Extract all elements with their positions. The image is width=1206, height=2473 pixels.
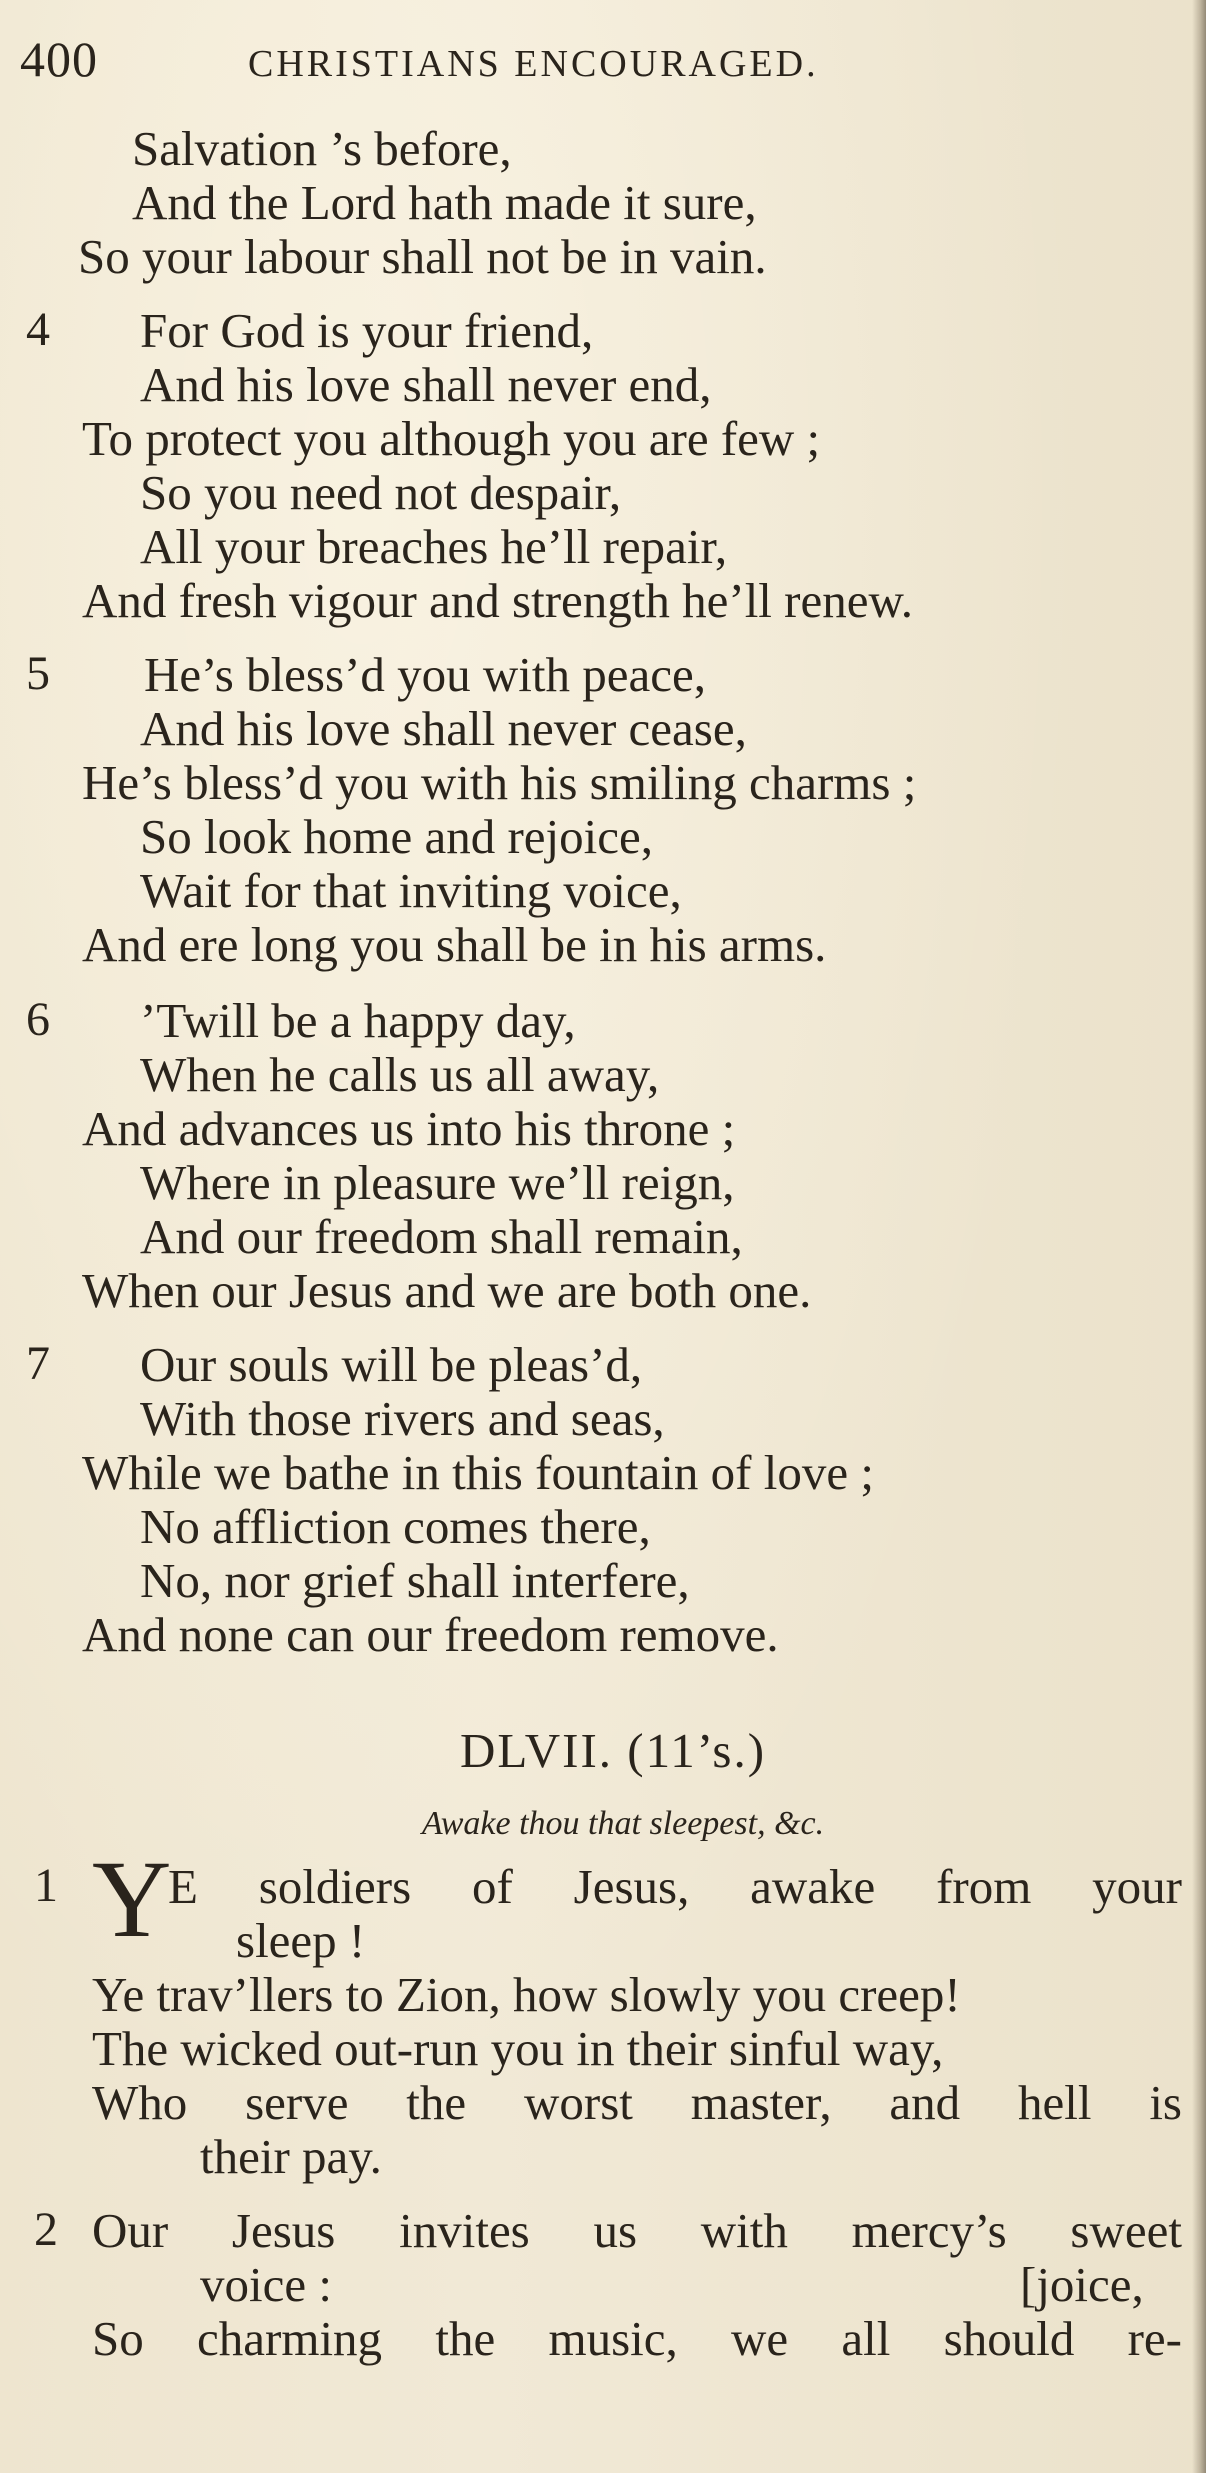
verse-line: All your breaches he’ll repair, [140, 519, 728, 574]
hymn-title: DLVII. (11’s.) [459, 1723, 767, 1778]
verse-line: Ye trav’llers to Zion, how slowly you creep! [92, 1967, 961, 2022]
running-head: CHRISTIANS ENCOURAGED. [248, 43, 819, 85]
verse-line: And our freedom shall remain, [140, 1209, 743, 1264]
verse-line: So your labour shall not be in vain. [78, 229, 767, 284]
verse-line: No affliction comes there, [140, 1499, 651, 1554]
verse-line: And none can our freedom remove. [82, 1607, 779, 1662]
stanza-number: 7 [26, 1337, 50, 1390]
verse-line: sleep ! [236, 1913, 366, 1968]
verse-line: And ere long you shall be in his arms. [82, 917, 827, 972]
verse-line: voice : [200, 2257, 332, 2312]
verse-line: When our Jesus and we are both one. [82, 1263, 812, 1318]
hymn-epigraph: Awake thou that sleepest, &c. [421, 1805, 825, 1842]
verse-line: Salvation ’s before, [132, 121, 512, 176]
verse-line: When he calls us all away, [140, 1047, 660, 1102]
verse-line-turnover: [joice, [1020, 2257, 1144, 2312]
verse-line: Who serve the worst master, and hell is [92, 2075, 1182, 2130]
verse-line: And his love shall never cease, [140, 701, 747, 756]
verse-line: And his love shall never end, [140, 357, 712, 412]
stanza-number: 4 [26, 303, 50, 356]
verse-line: The wicked out-run you in their sinful way, [92, 2021, 944, 2076]
stanza-number: 2 [34, 2203, 58, 2256]
verse-line: ’Twill be a happy day, [140, 993, 576, 1048]
stanza-number: 1 [34, 1859, 58, 1912]
verse-line: Where in pleasure we’ll reign, [140, 1155, 735, 1210]
stanza-number: 5 [26, 647, 50, 700]
verse-line: With those rivers and seas, [140, 1391, 665, 1446]
verse-line: Wait for that inviting voice, [140, 863, 682, 918]
verse-line: Our Jesus invites us with mercy’s sweet [92, 2203, 1182, 2258]
verse-line: To protect you although you are few ; [82, 411, 821, 466]
verse-line: their pay. [200, 2129, 382, 2184]
verse-line: He’s bless’d you with his smiling charms ; [82, 755, 917, 810]
page-header [20, 30, 1180, 90]
verse-line: No, nor grief shall interfere, [140, 1553, 690, 1608]
page-edge-shadow [1192, 0, 1206, 2473]
verse-line: E soldiers of Jesus, awake from your [168, 1859, 1182, 1914]
stanza-number: 6 [26, 993, 50, 1046]
verse-line: So look home and rejoice, [140, 809, 654, 864]
verse-line: While we bathe in this fountain of love ; [82, 1445, 874, 1500]
page-number: 400 [20, 31, 98, 87]
verse-line: And fresh vigour and strength he’ll renew. [82, 573, 913, 628]
verse-line: And the Lord hath made it sure, [132, 175, 757, 230]
drop-cap: Y [92, 1838, 172, 1960]
verse-line: So you need not despair, [140, 465, 622, 520]
verse-line: For God is your friend, [140, 303, 594, 358]
verse-line: So charming the music, we all should re- [92, 2311, 1182, 2366]
verse-line: He’s bless’d you with peace, [144, 647, 706, 702]
verse-line: Our souls will be pleas’d, [140, 1337, 643, 1392]
verse-line: And advances us into his throne ; [82, 1101, 736, 1156]
